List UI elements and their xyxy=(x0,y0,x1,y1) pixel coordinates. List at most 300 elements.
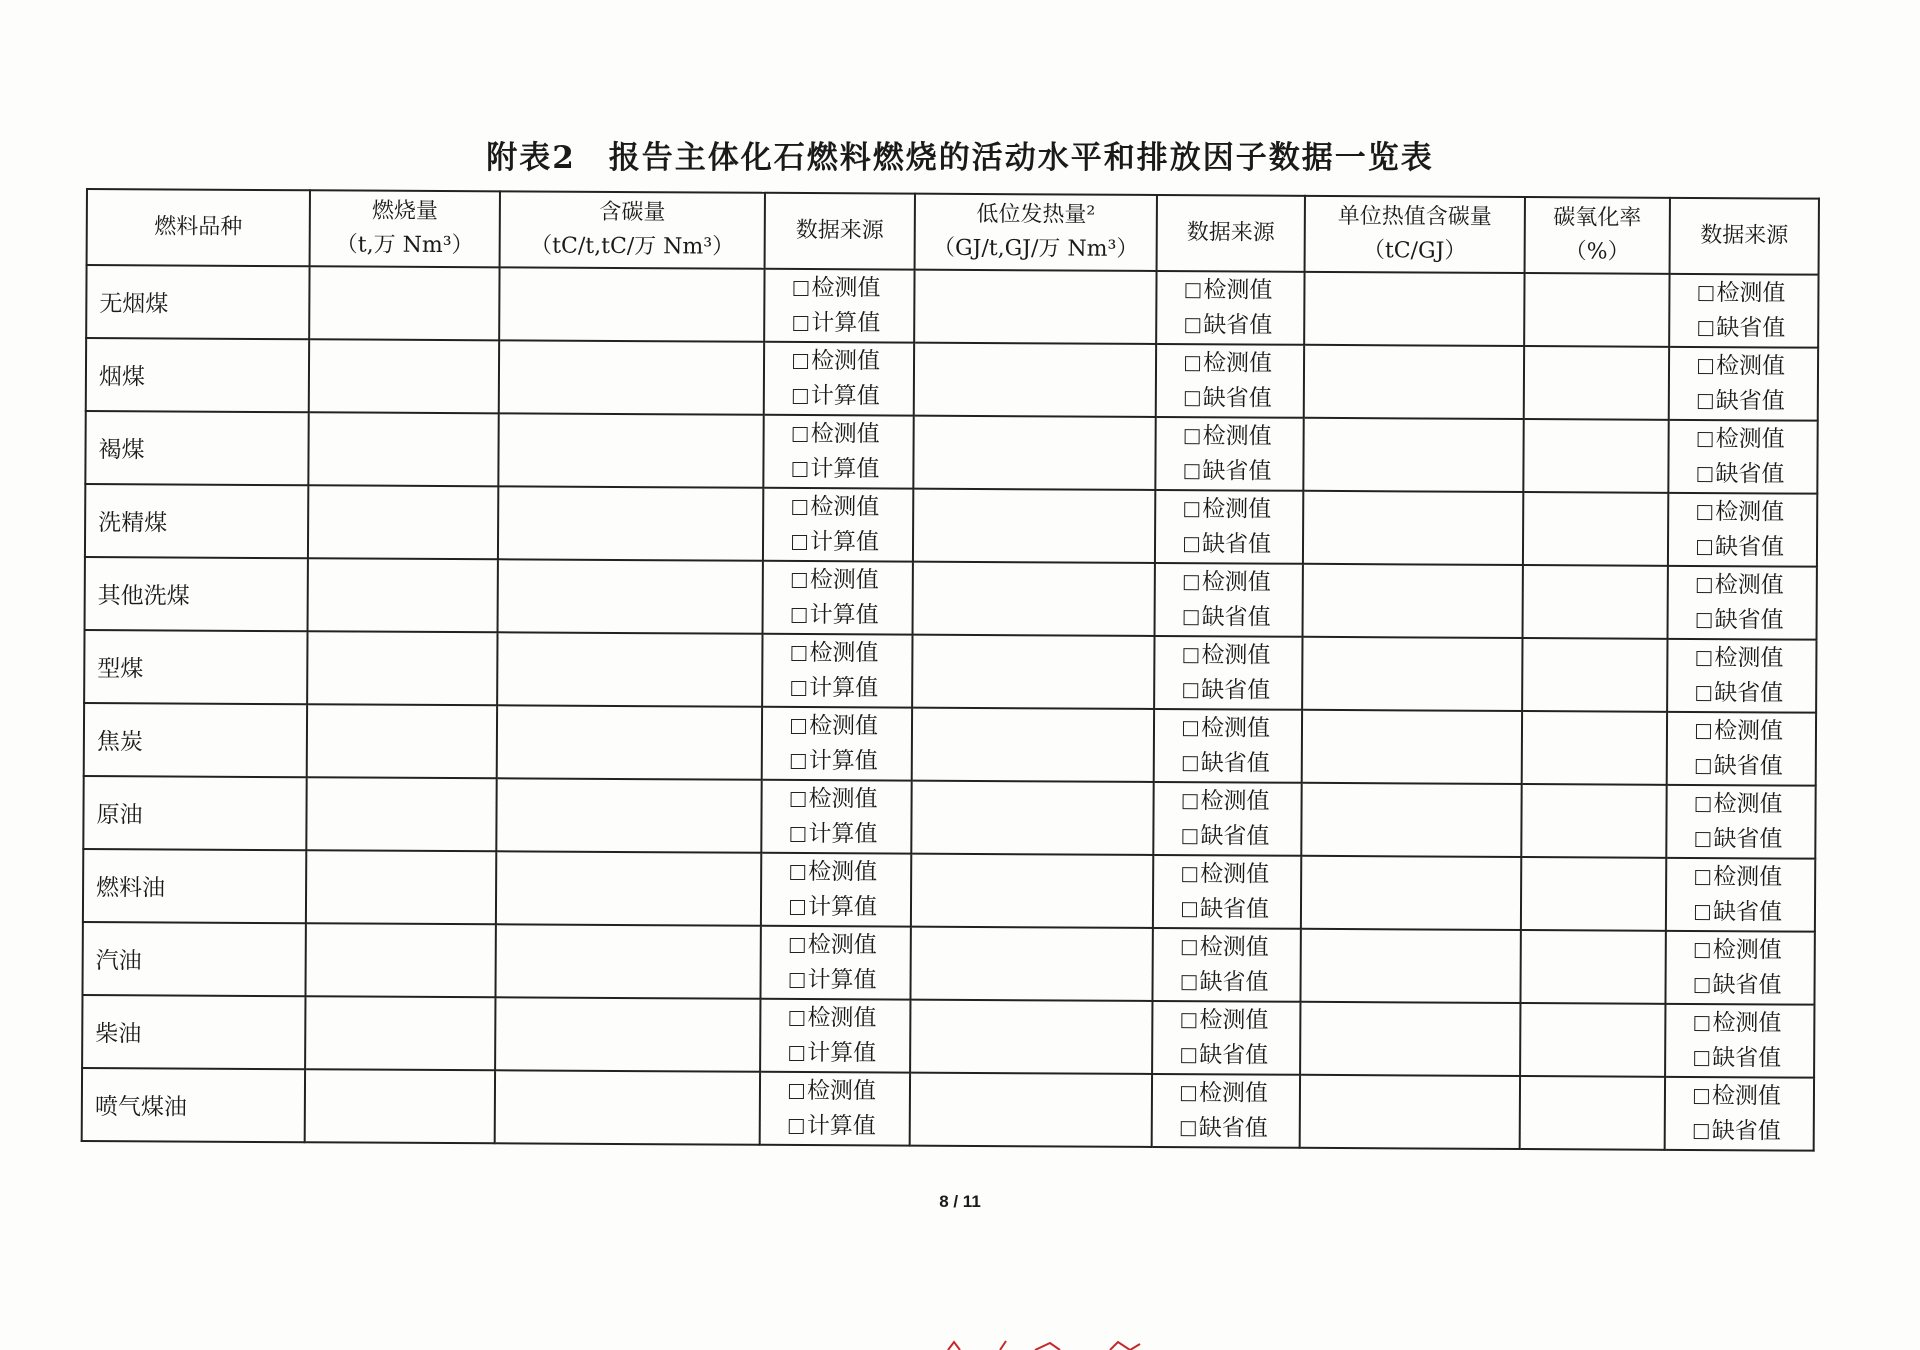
carbon-content-cell xyxy=(495,997,760,1071)
source-1-cell xyxy=(762,707,912,781)
checkbox-icon[interactable] xyxy=(1697,613,1712,628)
checkbox-icon[interactable] xyxy=(1185,391,1200,406)
option-calculated[interactable] xyxy=(789,1108,909,1144)
fuel-name: 洗精煤 xyxy=(98,510,168,537)
oxidation-rate-cell xyxy=(1520,1076,1665,1150)
table-row xyxy=(85,411,1817,494)
checkbox-label: 缺省值 xyxy=(1712,898,1783,925)
table-row xyxy=(83,849,1815,932)
checkbox-icon[interactable] xyxy=(793,315,808,330)
header-consumption-label: 燃烧量 xyxy=(371,198,438,224)
oxidation-rate-cell xyxy=(1523,492,1668,566)
option-default[interactable] xyxy=(1697,530,1816,566)
option-measured[interactable] xyxy=(789,1000,909,1036)
checkbox-label: 检测值 xyxy=(1714,571,1784,598)
source-1-cell xyxy=(760,999,910,1073)
option-measured[interactable] xyxy=(1185,419,1303,455)
source-3-cell xyxy=(1669,274,1818,348)
oxidation-rate-cell xyxy=(1524,273,1669,347)
checkbox-label: 计算值 xyxy=(807,893,878,920)
checkbox-icon[interactable] xyxy=(791,791,806,806)
checkbox-label: 检测值 xyxy=(1203,276,1273,304)
checkbox-icon[interactable] xyxy=(791,753,806,768)
ncv-cell xyxy=(913,489,1155,563)
option-default[interactable] xyxy=(1183,746,1301,782)
checkbox-icon[interactable] xyxy=(1184,537,1199,552)
checkbox-icon[interactable] xyxy=(1698,394,1713,409)
fuel-name-cell xyxy=(85,411,308,485)
checkbox-icon[interactable] xyxy=(1185,429,1200,444)
option-default[interactable] xyxy=(1694,967,1813,1003)
option-default[interactable] xyxy=(1184,600,1302,636)
header-source-3-label: 数据来源 xyxy=(1700,223,1789,249)
checkbox-label: 检测值 xyxy=(807,931,877,958)
red-stamp-fragment xyxy=(940,1340,1170,1350)
option-default[interactable] xyxy=(1184,454,1302,490)
option-measured[interactable] xyxy=(792,489,912,525)
source-1-cell xyxy=(761,780,911,854)
table-title: 附表2 报告主体化石燃料燃烧的活动水平和排放因子数据一览表 xyxy=(486,140,1434,176)
option-default[interactable] xyxy=(1181,965,1299,1001)
checkbox-icon[interactable] xyxy=(1694,1050,1709,1065)
checkbox-label: 计算值 xyxy=(806,1112,876,1139)
source-1-cell xyxy=(763,561,913,635)
option-default[interactable] xyxy=(1182,819,1300,855)
option-measured[interactable] xyxy=(1694,1005,1813,1041)
option-measured[interactable] xyxy=(1695,859,1814,895)
option-measured[interactable] xyxy=(1698,349,1817,385)
carbon-per-heat-cell xyxy=(1302,637,1522,711)
option-calculated[interactable] xyxy=(792,451,912,487)
option-calculated[interactable] xyxy=(789,962,909,998)
option-default[interactable] xyxy=(1695,894,1814,930)
checkbox-icon[interactable] xyxy=(1185,318,1200,333)
checkbox-label: 检测值 xyxy=(808,858,878,885)
checkbox-icon[interactable] xyxy=(791,680,806,695)
source-3-cell xyxy=(1668,493,1817,567)
checkbox-icon[interactable] xyxy=(1184,502,1199,517)
option-default[interactable] xyxy=(1182,892,1300,928)
fuel-name-cell xyxy=(83,849,306,923)
checkbox-label: 缺省值 xyxy=(1201,530,1272,558)
option-calculated[interactable] xyxy=(792,597,912,633)
ncv-cell xyxy=(911,854,1153,928)
checkbox-icon[interactable] xyxy=(1183,794,1198,809)
checkbox-icon[interactable] xyxy=(792,572,807,587)
option-calculated[interactable] xyxy=(791,670,911,706)
header-ncv-label: 低位发热量² xyxy=(976,201,1096,228)
checkbox-icon[interactable] xyxy=(1696,686,1711,701)
checkbox-label: 检测值 xyxy=(1201,641,1271,669)
checkbox-icon[interactable] xyxy=(793,280,808,295)
option-measured[interactable] xyxy=(1184,565,1302,601)
checkbox-icon[interactable] xyxy=(1694,1088,1709,1103)
checkbox-label: 检测值 xyxy=(1715,498,1785,525)
carbon-content-cell xyxy=(496,778,761,852)
option-measured[interactable] xyxy=(1696,714,1815,750)
checkbox-icon[interactable] xyxy=(793,426,808,441)
table-row xyxy=(82,1068,1814,1151)
checkbox-icon[interactable] xyxy=(1182,902,1197,917)
checkbox-label: 检测值 xyxy=(1199,1006,1269,1034)
checkbox-icon[interactable] xyxy=(1182,975,1197,990)
header-source-3 xyxy=(1670,198,1819,275)
option-default[interactable] xyxy=(1694,1113,1813,1149)
checkbox-label: 检测值 xyxy=(1712,1009,1782,1036)
checkbox-icon[interactable] xyxy=(790,972,805,987)
header-ncv-unit: （GJ/t,GJ/万 Nm³） xyxy=(932,235,1139,262)
source-3-cell xyxy=(1666,858,1815,932)
option-default[interactable] xyxy=(1181,1038,1299,1074)
option-default[interactable] xyxy=(1695,821,1814,857)
checkbox-icon[interactable] xyxy=(792,534,807,549)
checkbox-icon[interactable] xyxy=(792,461,807,476)
carbon-per-heat-cell xyxy=(1303,564,1523,638)
option-default[interactable] xyxy=(1698,311,1817,347)
checkbox-icon[interactable] xyxy=(1697,505,1712,520)
checkbox-label: 缺省值 xyxy=(1199,968,1269,996)
checkbox-icon[interactable] xyxy=(1695,977,1710,992)
checkbox-label: 计算值 xyxy=(808,820,878,847)
header-source-1-label: 数据来源 xyxy=(795,217,884,244)
carbon-content-cell xyxy=(498,486,763,560)
checkbox-icon[interactable] xyxy=(1698,432,1713,447)
option-measured[interactable] xyxy=(1181,1003,1299,1039)
option-measured[interactable] xyxy=(1698,276,1817,312)
header-source-2-label: 数据来源 xyxy=(1186,220,1275,246)
fuel-name-cell xyxy=(84,630,307,704)
fuel-combustion-table xyxy=(81,188,1820,1152)
checkbox-label: 检测值 xyxy=(808,712,879,739)
option-measured[interactable] xyxy=(1182,784,1300,820)
checkbox-icon[interactable] xyxy=(790,864,805,879)
checkbox-icon[interactable] xyxy=(1183,648,1198,663)
ncv-cell xyxy=(913,416,1155,490)
checkbox-icon[interactable] xyxy=(1184,464,1199,479)
option-calculated[interactable] xyxy=(790,816,910,852)
fuel-name-cell xyxy=(82,995,305,1069)
checkbox-icon[interactable] xyxy=(1694,1015,1709,1030)
checkbox-label: 检测值 xyxy=(1202,495,1272,523)
option-measured[interactable] xyxy=(793,270,913,306)
checkbox-icon[interactable] xyxy=(1697,467,1712,482)
table-row xyxy=(82,995,1814,1078)
table-row xyxy=(82,922,1814,1005)
checkbox-icon[interactable] xyxy=(1695,831,1710,846)
checkbox-icon[interactable] xyxy=(1181,1048,1196,1063)
checkbox-icon[interactable] xyxy=(793,353,808,368)
option-calculated[interactable] xyxy=(792,524,912,560)
source-3-cell xyxy=(1668,420,1817,494)
option-measured[interactable] xyxy=(793,343,913,379)
fuel-name: 汽油 xyxy=(95,948,142,975)
checkbox-icon[interactable] xyxy=(792,607,807,622)
checkbox-label: 缺省值 xyxy=(1713,825,1783,852)
checkbox-icon[interactable] xyxy=(1697,578,1712,593)
checkbox-icon[interactable] xyxy=(1185,356,1200,371)
header-fuel-type xyxy=(87,189,310,266)
checkbox-icon[interactable] xyxy=(1181,1013,1196,1028)
option-default[interactable] xyxy=(1697,457,1816,493)
option-calculated[interactable] xyxy=(789,1035,909,1071)
ncv-cell xyxy=(911,781,1153,855)
checkbox-label: 检测值 xyxy=(809,639,879,666)
checkbox-label: 缺省值 xyxy=(1202,457,1272,485)
option-measured[interactable] xyxy=(793,416,913,452)
option-measured[interactable] xyxy=(1696,641,1815,677)
source-2-cell xyxy=(1154,636,1302,710)
oxidation-rate-cell xyxy=(1521,784,1666,858)
option-measured[interactable] xyxy=(792,562,912,598)
consumption-cell xyxy=(306,777,496,851)
checkbox-label: 检测值 xyxy=(810,347,881,374)
option-calculated[interactable] xyxy=(791,743,911,779)
checkbox-icon[interactable] xyxy=(1698,286,1713,301)
option-measured[interactable] xyxy=(1697,568,1816,604)
carbon-content-cell xyxy=(498,413,763,487)
source-2-cell xyxy=(1155,417,1303,491)
checkbox-label: 缺省值 xyxy=(1715,460,1785,487)
checkbox-icon[interactable] xyxy=(1185,283,1200,298)
oxidation-rate-cell xyxy=(1521,857,1666,931)
checkbox-label: 计算值 xyxy=(811,309,881,336)
checkbox-icon[interactable] xyxy=(792,499,807,514)
checkbox-icon[interactable] xyxy=(1184,610,1199,625)
checkbox-label: 检测值 xyxy=(1199,933,1269,961)
fuel-name-cell xyxy=(86,338,309,412)
source-2-cell xyxy=(1154,709,1302,783)
fuel-name: 其他洗煤 xyxy=(97,583,190,610)
checkbox-label: 检测值 xyxy=(1716,279,1786,306)
source-2-cell xyxy=(1153,782,1301,856)
checkbox-label: 检测值 xyxy=(1200,787,1270,815)
carbon-per-heat-cell xyxy=(1300,1002,1520,1076)
consumption-cell xyxy=(305,923,495,997)
option-measured[interactable] xyxy=(1183,638,1301,674)
option-calculated[interactable] xyxy=(793,305,913,341)
option-measured[interactable] xyxy=(1695,932,1814,968)
checkbox-label: 检测值 xyxy=(810,420,880,447)
consumption-cell xyxy=(308,485,498,559)
checkbox-icon[interactable] xyxy=(1697,540,1712,555)
consumption-cell xyxy=(307,704,497,778)
ncv-cell xyxy=(910,1073,1152,1147)
ncv-cell xyxy=(910,1000,1152,1074)
checkbox-label: 计算值 xyxy=(810,455,880,482)
checkbox-label: 缺省值 xyxy=(1713,752,1783,779)
source-2-cell xyxy=(1156,344,1304,418)
checkbox-label: 缺省值 xyxy=(1203,311,1273,339)
option-measured[interactable] xyxy=(1695,786,1814,822)
option-measured[interactable] xyxy=(790,927,910,963)
fuel-name: 燃料油 xyxy=(96,875,166,902)
checkbox-icon[interactable] xyxy=(1181,1086,1196,1101)
table-body xyxy=(82,265,1819,1151)
oxidation-rate-cell xyxy=(1522,711,1667,785)
option-measured[interactable] xyxy=(1694,1078,1813,1114)
source-3-cell xyxy=(1667,639,1816,713)
checkbox-label: 计算值 xyxy=(809,528,880,555)
checkbox-label: 检测值 xyxy=(1711,1082,1782,1109)
checkbox-icon[interactable] xyxy=(1183,721,1198,736)
checkbox-label: 检测值 xyxy=(808,785,878,812)
checkbox-icon[interactable] xyxy=(789,1010,804,1025)
carbon-content-cell xyxy=(497,705,762,779)
checkbox-icon[interactable] xyxy=(1696,758,1711,773)
option-default[interactable] xyxy=(1183,673,1301,709)
carbon-per-heat-cell xyxy=(1301,856,1521,930)
checkbox-label: 缺省值 xyxy=(1712,1044,1782,1071)
source-3-cell xyxy=(1665,931,1814,1005)
checkbox-label: 检测值 xyxy=(810,493,880,520)
checkbox-label: 缺省值 xyxy=(1200,749,1270,777)
source-3-cell xyxy=(1668,566,1817,640)
option-measured[interactable] xyxy=(1182,857,1300,893)
checkbox-label: 检测值 xyxy=(1715,425,1785,452)
header-source-1 xyxy=(765,193,915,270)
source-1-cell xyxy=(762,634,912,708)
checkbox-label: 缺省值 xyxy=(1711,1117,1781,1144)
option-measured[interactable] xyxy=(1182,930,1300,966)
stamp-fragment-icon xyxy=(940,1340,1170,1350)
checkbox-icon[interactable] xyxy=(1182,829,1197,844)
option-measured[interactable] xyxy=(1185,273,1303,309)
option-measured[interactable] xyxy=(791,635,911,671)
option-default[interactable] xyxy=(1185,381,1303,417)
carbon-per-heat-cell xyxy=(1300,929,1520,1003)
option-measured[interactable] xyxy=(1184,492,1302,528)
table-row xyxy=(86,265,1818,348)
option-measured[interactable] xyxy=(1181,1076,1299,1112)
source-2-cell xyxy=(1153,855,1301,929)
table-row xyxy=(83,776,1815,859)
checkbox-label: 检测值 xyxy=(1201,568,1271,596)
oxidation-rate-cell xyxy=(1523,419,1668,493)
fuel-name: 柴油 xyxy=(95,1021,142,1048)
source-2-cell xyxy=(1155,563,1303,637)
ncv-cell xyxy=(913,562,1155,636)
checkbox-icon[interactable] xyxy=(1696,651,1711,666)
option-calculated[interactable] xyxy=(793,378,913,414)
checkbox-icon[interactable] xyxy=(1694,1123,1709,1138)
checkbox-icon[interactable] xyxy=(1695,942,1710,957)
checkbox-icon[interactable] xyxy=(791,718,806,733)
option-default[interactable] xyxy=(1181,1111,1299,1147)
checkbox-icon[interactable] xyxy=(1182,940,1197,955)
header-source-2 xyxy=(1157,195,1305,272)
checkbox-icon[interactable] xyxy=(791,645,806,660)
option-default[interactable] xyxy=(1694,1040,1813,1076)
checkbox-label: 检测值 xyxy=(1713,863,1783,890)
checkbox-icon[interactable] xyxy=(1184,575,1199,590)
source-1-cell xyxy=(760,1072,910,1146)
source-3-cell xyxy=(1665,1077,1814,1151)
fuel-name: 原油 xyxy=(96,802,143,829)
header-oxidation-rate xyxy=(1525,197,1670,274)
option-measured[interactable] xyxy=(791,708,911,744)
header-carbon-content-unit: （tC/t,tC/万 Nm³） xyxy=(530,233,735,260)
header-carbon-content-label: 含碳量 xyxy=(599,199,666,226)
checkbox-icon[interactable] xyxy=(790,826,805,841)
option-default[interactable] xyxy=(1184,527,1302,563)
option-default[interactable] xyxy=(1696,749,1815,785)
checkbox-label: 缺省值 xyxy=(1198,1114,1268,1142)
header-oxidation-rate-label: 碳氧化率 xyxy=(1553,205,1642,231)
page-number: 8 / 11 xyxy=(939,1192,981,1211)
checkbox-icon[interactable] xyxy=(1696,796,1711,811)
source-1-cell xyxy=(763,415,913,489)
checkbox-icon[interactable] xyxy=(1183,756,1198,771)
checkbox-icon[interactable] xyxy=(1696,724,1711,739)
checkbox-icon[interactable] xyxy=(1181,1121,1196,1136)
carbon-per-heat-cell xyxy=(1304,345,1524,419)
carbon-content-cell xyxy=(497,632,762,706)
option-measured[interactable] xyxy=(1697,495,1816,531)
checkbox-icon[interactable] xyxy=(790,937,805,952)
option-measured[interactable] xyxy=(1183,711,1301,747)
checkbox-icon[interactable] xyxy=(793,388,808,403)
source-1-cell xyxy=(763,488,913,562)
fuel-name-cell xyxy=(86,265,309,339)
carbon-content-cell xyxy=(498,559,763,633)
option-default[interactable] xyxy=(1697,603,1816,639)
checkbox-label: 检测值 xyxy=(1200,714,1271,742)
checkbox-icon[interactable] xyxy=(1183,683,1198,698)
checkbox-label: 缺省值 xyxy=(1202,384,1272,412)
checkbox-icon[interactable] xyxy=(790,899,805,914)
consumption-cell xyxy=(308,412,498,486)
checkbox-label: 检测值 xyxy=(1715,352,1786,379)
oxidation-rate-cell xyxy=(1524,346,1669,420)
table-row xyxy=(84,703,1816,786)
checkbox-icon[interactable] xyxy=(789,1083,804,1098)
carbon-per-heat-cell xyxy=(1300,1075,1520,1149)
option-measured[interactable] xyxy=(790,854,910,890)
checkbox-icon[interactable] xyxy=(1698,359,1713,374)
fuel-name: 喷气煤油 xyxy=(94,1094,187,1121)
option-default[interactable] xyxy=(1698,384,1817,420)
checkbox-label: 检测值 xyxy=(809,566,879,593)
option-measured[interactable] xyxy=(789,1073,909,1109)
checkbox-icon[interactable] xyxy=(1695,904,1710,919)
checkbox-label: 缺省值 xyxy=(1199,895,1270,923)
fuel-name-cell xyxy=(85,484,308,558)
option-measured[interactable] xyxy=(1698,422,1817,458)
checkbox-label: 缺省值 xyxy=(1200,822,1270,850)
checkbox-icon[interactable] xyxy=(1182,867,1197,882)
checkbox-icon[interactable] xyxy=(1695,869,1710,884)
option-measured[interactable] xyxy=(1185,346,1303,382)
option-measured[interactable] xyxy=(791,781,911,817)
checkbox-label: 检测值 xyxy=(807,1004,877,1031)
oxidation-rate-cell xyxy=(1520,930,1665,1004)
option-default[interactable] xyxy=(1185,308,1303,344)
checkbox-label: 缺省值 xyxy=(1716,314,1786,341)
checkbox-icon[interactable] xyxy=(1698,321,1713,336)
ncv-cell xyxy=(912,708,1154,782)
checkbox-label: 缺省值 xyxy=(1201,603,1271,631)
source-3-cell xyxy=(1666,785,1815,859)
checkbox-label: 缺省值 xyxy=(1714,533,1785,560)
checkbox-icon[interactable] xyxy=(789,1045,804,1060)
source-3-cell xyxy=(1669,347,1818,421)
checkbox-icon[interactable] xyxy=(789,1118,804,1133)
option-default[interactable] xyxy=(1696,676,1815,712)
checkbox-label: 缺省值 xyxy=(1714,606,1784,633)
fuel-name-cell xyxy=(82,922,305,996)
option-calculated[interactable] xyxy=(790,889,910,925)
checkbox-label: 检测值 xyxy=(1713,790,1783,817)
